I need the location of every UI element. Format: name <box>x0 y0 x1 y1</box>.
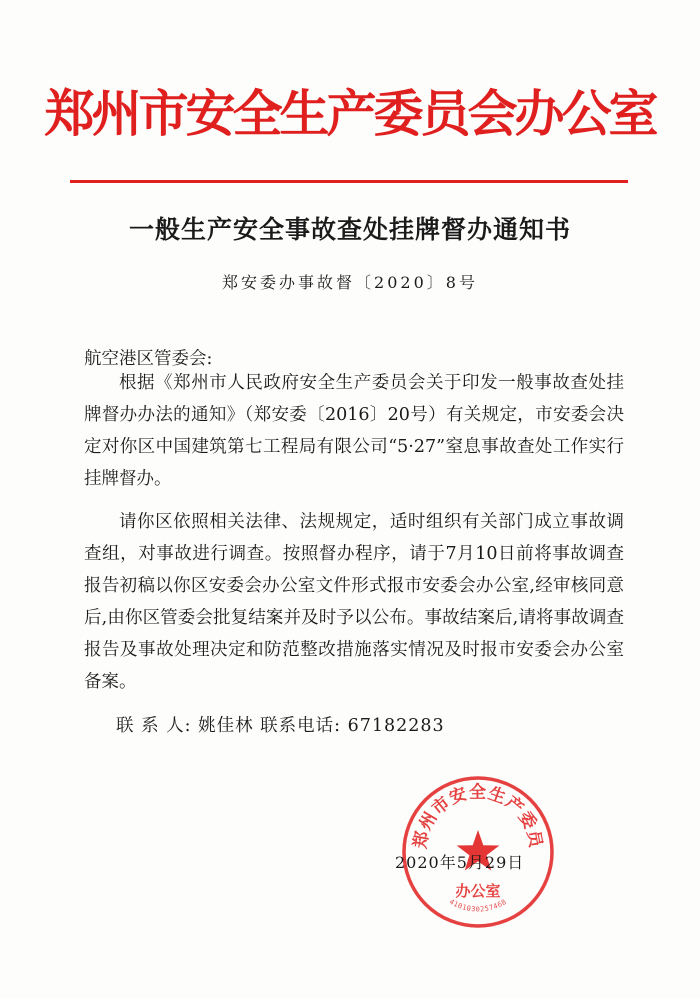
issue-date: 2020年5月29日 <box>395 853 525 872</box>
svg-text:4101030257468 <box>448 898 508 914</box>
red-divider <box>70 180 628 183</box>
seal-ring-text: 郑州市安全生产委员 <box>410 782 546 851</box>
document-title: 一般生产安全事故查处挂牌督办通知书 <box>128 215 571 244</box>
seal-serial: 4101030257468 <box>447 897 509 914</box>
document-number: 郑安委办事故督〔2020〕8号 <box>222 273 478 292</box>
contact-line: 联 系 人: 姚佳林 联系电话: 67182283 <box>116 716 445 736</box>
issuer-header: 郑州市安全生产委员会办公室 <box>44 85 656 143</box>
body-paragraph-2: 请你区依照相关法律、法规规定，适时组织有关部门成立事故调查组，对事故进行调查。按照督办程序，请于7月10日前将事故调查报告初稿以你区安委会办公室文件形式报市安委会办公室,经审核同意后,由你区管委会批复结案并及时予以公布。事故结案后,请将事故调查报告及事故处理决定和防范整改措施落实情况及时报市安委会办公室备案。 <box>84 512 624 692</box>
addressee: 航空港区管委会: <box>84 349 213 369</box>
seal-bottom-text: 办公室 <box>455 882 501 900</box>
body-paragraph-1: 根据《郑州市人民政府安全生产委员会关于印发一般事故查处挂牌督办办法的通知》（郑安委〔2016〕20号）有关规定，市安委会决定对你区中国建筑第七工程局有限公司“5·27”窒息事故查处工作实行挂牌督办。 <box>84 373 624 489</box>
